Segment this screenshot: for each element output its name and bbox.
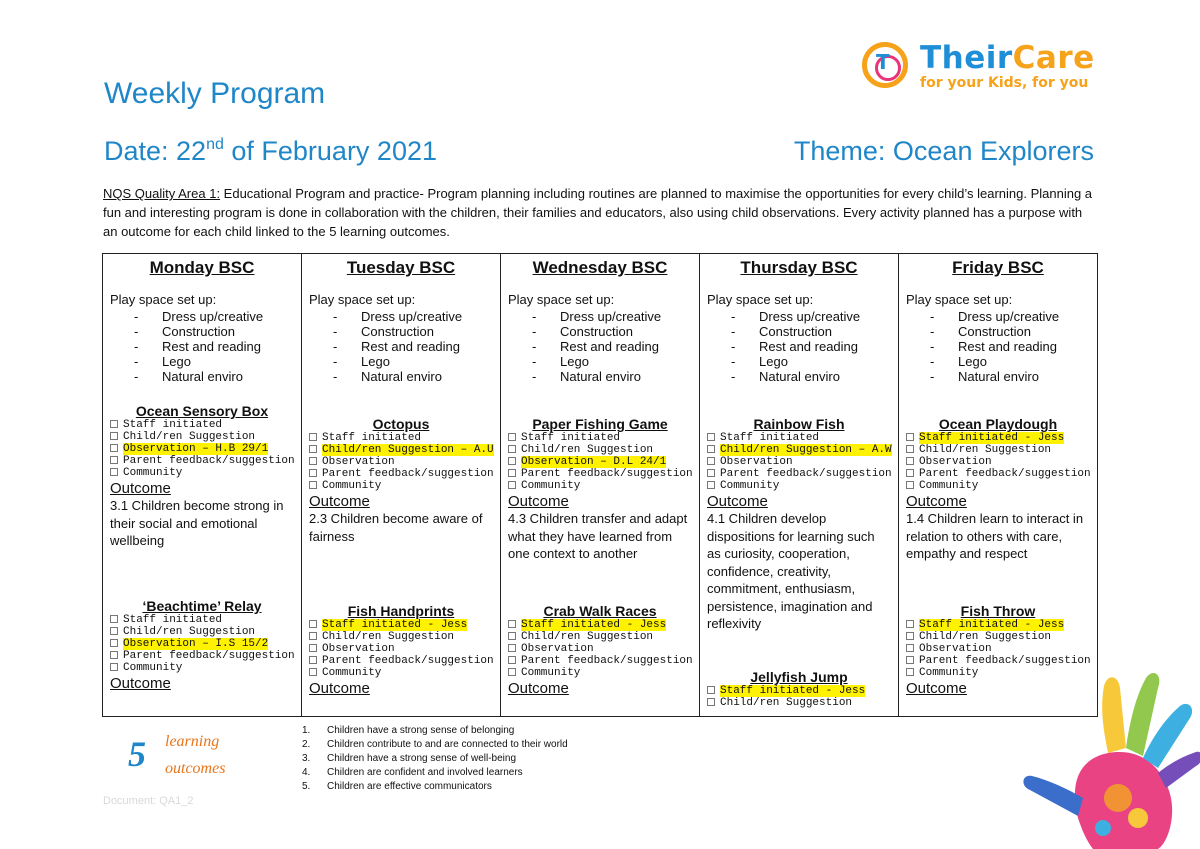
activity-title: Rainbow Fish bbox=[753, 416, 845, 432]
learning-outcomes-list bbox=[302, 724, 568, 794]
weekly-program-table bbox=[102, 253, 1098, 717]
outcome-heading: Outcome bbox=[906, 493, 967, 510]
day-column-friday bbox=[899, 254, 1097, 716]
checkbox-label: Staff initiated - Jess bbox=[919, 432, 1065, 444]
checkbox-icon[interactable] bbox=[508, 656, 516, 664]
activity-checkbox-row bbox=[508, 480, 692, 492]
outcome-heading: Outcome bbox=[906, 680, 967, 697]
activity-checkbox-row bbox=[309, 667, 493, 679]
checkbox-label: Observation bbox=[322, 456, 395, 468]
activity-title: Jellyfish Jump bbox=[750, 669, 848, 685]
checkbox-label: Child/ren Suggestion bbox=[919, 631, 1052, 643]
checkbox-label: Staff initiated bbox=[521, 432, 621, 444]
logo-mark-letter: T bbox=[876, 50, 890, 74]
activity-checkbox-row bbox=[906, 619, 1090, 631]
play-space-item: - Dress up/creative bbox=[707, 309, 891, 324]
learning-outcome-number: 4. bbox=[302, 767, 311, 778]
program-date bbox=[104, 136, 437, 167]
checkbox-label: Child/ren Suggestion bbox=[720, 697, 853, 709]
activity-checkbox-row bbox=[309, 480, 493, 492]
activity-checkbox-row bbox=[110, 662, 294, 674]
checkbox-label: Child/ren Suggestion bbox=[322, 631, 455, 643]
checkbox-label: Parent feedback/suggestion bbox=[521, 655, 693, 667]
checkbox-icon[interactable] bbox=[508, 469, 516, 477]
checkbox-label: Parent feedback/suggestion bbox=[322, 655, 494, 667]
activity-checkbox-row bbox=[508, 655, 692, 667]
activity-checkbox-row bbox=[906, 480, 1090, 492]
activity-checkbox-row bbox=[906, 468, 1090, 480]
learning-outcome-text: Children contribute to and are connected to their world bbox=[327, 739, 568, 750]
day-heading: Wednesday BSC bbox=[532, 258, 668, 277]
checkbox-icon[interactable] bbox=[309, 668, 317, 676]
checkbox-icon[interactable] bbox=[906, 433, 914, 441]
day-heading: Tuesday BSC bbox=[346, 258, 456, 277]
learning-outcome-item bbox=[302, 766, 568, 780]
page-title: Weekly Program bbox=[104, 77, 326, 110]
outcome-heading: Outcome bbox=[110, 675, 171, 692]
program-theme: Theme: Ocean Explorers bbox=[793, 136, 1094, 166]
play-space-item: - Rest and reading bbox=[309, 339, 493, 354]
document-reference: Document: QA1_2 bbox=[103, 795, 194, 807]
activity-checkbox-row bbox=[110, 431, 294, 443]
activity-checkbox-row bbox=[508, 432, 692, 444]
checkbox-label: Community bbox=[123, 467, 183, 479]
checkbox-icon[interactable] bbox=[508, 632, 516, 640]
day-column-wednesday bbox=[501, 254, 700, 716]
outcome-heading: Outcome bbox=[309, 493, 370, 510]
checkbox-label: Community bbox=[720, 480, 780, 492]
activity-checkbox-row bbox=[110, 443, 294, 455]
checkbox-label: Child/ren Suggestion bbox=[919, 444, 1052, 456]
checkbox-icon[interactable] bbox=[309, 445, 317, 453]
checkbox-icon[interactable] bbox=[707, 698, 715, 706]
activity-crab-walk-races bbox=[508, 603, 692, 697]
day-column-thursday bbox=[700, 254, 899, 716]
learning-outcome-number: 5. bbox=[302, 781, 311, 792]
learning-outcome-item bbox=[302, 738, 568, 752]
activity-checkbox-row bbox=[906, 444, 1090, 456]
play-space-item: - Lego bbox=[309, 354, 493, 369]
checkbox-icon[interactable] bbox=[707, 686, 715, 694]
logo-name bbox=[920, 40, 1095, 76]
checkbox-icon[interactable] bbox=[906, 457, 914, 465]
painted-hand-icon bbox=[1008, 648, 1200, 849]
nqs-text: Educational Program and practice- Program planning including routines are planned to maximise the opportunities for every child’s learning. Planning a fun and interesting program is done in collaboration with the children, their families and educators, also using child observations. Every activity planned has a purpose with an outcome for each child linked to the 5 learning outcomes. bbox=[103, 186, 1093, 239]
checkbox-icon[interactable] bbox=[110, 444, 118, 452]
play-space-item: - Natural enviro bbox=[309, 369, 493, 384]
day-column-monday bbox=[103, 254, 302, 716]
checkbox-icon[interactable] bbox=[309, 469, 317, 477]
checkbox-icon[interactable] bbox=[309, 632, 317, 640]
play-space-item: - Lego bbox=[906, 354, 1090, 369]
checkbox-label: Observation bbox=[322, 643, 395, 655]
learning-outcome-text: Children have a strong sense of belonging bbox=[327, 725, 515, 736]
activity-checkbox-row bbox=[508, 444, 692, 456]
checkbox-icon[interactable] bbox=[309, 457, 317, 465]
checkbox-label: Community bbox=[123, 662, 183, 674]
play-space-item: - Dress up/creative bbox=[508, 309, 692, 324]
learning-outcome-text: Children are effective communicators bbox=[327, 781, 492, 792]
activity-checkbox-row bbox=[707, 444, 891, 456]
activity-checkbox-row bbox=[309, 655, 493, 667]
theircare-logo bbox=[862, 40, 1095, 96]
logo-name-part2: Care bbox=[1012, 40, 1095, 76]
play-space-item: - Construction bbox=[309, 324, 493, 339]
checkbox-icon[interactable] bbox=[110, 663, 118, 671]
checkbox-icon[interactable] bbox=[309, 620, 317, 628]
learning-outcome-text: Children have a strong sense of well-being bbox=[327, 753, 516, 764]
checkbox-icon[interactable] bbox=[110, 468, 118, 476]
checkbox-label: Staff initiated - Jess bbox=[521, 619, 667, 631]
checkbox-icon[interactable] bbox=[309, 481, 317, 489]
checkbox-label: Observation – I.S 15/2 bbox=[123, 638, 269, 650]
checkbox-label: Child/ren Suggestion – A.W bbox=[720, 444, 892, 456]
checkbox-icon[interactable] bbox=[707, 433, 715, 441]
checkbox-icon[interactable] bbox=[110, 639, 118, 647]
play-space-item: - Natural enviro bbox=[906, 369, 1090, 384]
outcome-heading: Outcome bbox=[707, 493, 768, 510]
checkbox-label: Staff initiated bbox=[123, 614, 223, 626]
activity-checkbox-row bbox=[707, 456, 891, 468]
play-space-item: - Construction bbox=[110, 324, 294, 339]
five-learning-outcomes-number: 5 bbox=[128, 734, 146, 774]
activity-beachtime-relay bbox=[110, 598, 294, 692]
day-heading: Thursday BSC bbox=[740, 258, 858, 277]
checkbox-label: Parent feedback/suggestion bbox=[521, 468, 693, 480]
activity-checkbox-row bbox=[508, 619, 692, 631]
checkbox-icon[interactable] bbox=[906, 644, 914, 652]
checkbox-label: Community bbox=[919, 667, 979, 679]
checkbox-icon[interactable] bbox=[110, 456, 118, 464]
checkbox-label: Parent feedback/suggestion bbox=[123, 650, 295, 662]
play-space-label: Play space set up: bbox=[906, 292, 1013, 307]
outcome-heading: Outcome bbox=[110, 480, 171, 497]
day-column-tuesday bbox=[302, 254, 501, 716]
checkbox-label: Staff initiated bbox=[720, 432, 820, 444]
day-heading: Friday BSC bbox=[952, 258, 1044, 277]
play-space-list bbox=[906, 309, 1090, 384]
checkbox-label: Observation – D.L 24/1 bbox=[521, 456, 667, 468]
checkbox-label: Observation bbox=[919, 643, 992, 655]
checkbox-label: Community bbox=[322, 667, 382, 679]
activity-checkbox-row bbox=[309, 432, 493, 444]
learning-outcomes-label-line1: learning bbox=[165, 733, 220, 750]
checkbox-icon[interactable] bbox=[707, 445, 715, 453]
learning-outcome-item bbox=[302, 752, 568, 766]
play-space-list bbox=[508, 309, 692, 384]
checkbox-icon[interactable] bbox=[906, 445, 914, 453]
checkbox-label: Staff initiated - Jess bbox=[322, 619, 468, 631]
play-space-item: - Natural enviro bbox=[508, 369, 692, 384]
checkbox-icon[interactable] bbox=[110, 627, 118, 635]
checkbox-label: Child/ren Suggestion – A.U bbox=[322, 444, 494, 456]
activity-title: Octopus bbox=[372, 416, 430, 432]
activity-checkbox-row bbox=[309, 619, 493, 631]
learning-outcome-number: 2. bbox=[302, 739, 311, 750]
activity-checkbox-row bbox=[110, 626, 294, 638]
activity-checkbox-row bbox=[110, 638, 294, 650]
activity-checkbox-row bbox=[110, 467, 294, 479]
checkbox-label: Child/ren Suggestion bbox=[123, 431, 256, 443]
day-heading: Monday BSC bbox=[149, 258, 255, 277]
checkbox-label: Observation bbox=[919, 456, 992, 468]
activity-checkbox-row bbox=[309, 468, 493, 480]
activity-checkbox-row bbox=[110, 650, 294, 662]
checkbox-label: Observation – H.B 29/1 bbox=[123, 443, 269, 455]
checkbox-icon[interactable] bbox=[309, 656, 317, 664]
activity-title: Paper Fishing Game bbox=[532, 416, 668, 432]
outcome-text: 1.4 Children learn to interact in relation to others with care, empathy and respect bbox=[906, 511, 1084, 561]
checkbox-icon[interactable] bbox=[508, 433, 516, 441]
outcome-heading: Outcome bbox=[508, 493, 569, 510]
activity-checkbox-row bbox=[110, 614, 294, 626]
logo-tagline: for your Kids, for you bbox=[920, 75, 1089, 91]
nqs-description bbox=[103, 184, 1098, 241]
play-space-item: - Lego bbox=[707, 354, 891, 369]
checkbox-icon[interactable] bbox=[508, 457, 516, 465]
date-prefix: Date: 22 bbox=[104, 136, 207, 166]
checkbox-icon[interactable] bbox=[110, 615, 118, 623]
activity-title: ‘Beachtime’ Relay bbox=[142, 598, 262, 614]
activity-checkbox-row bbox=[508, 643, 692, 655]
play-space-item: - Rest and reading bbox=[110, 339, 294, 354]
play-space-item: - Lego bbox=[508, 354, 692, 369]
checkbox-label: Staff initiated - Jess bbox=[919, 619, 1065, 631]
checkbox-label: Parent feedback/suggestion bbox=[322, 468, 494, 480]
activity-checkbox-row bbox=[309, 631, 493, 643]
play-space-item: - Dress up/creative bbox=[309, 309, 493, 324]
activity-title: Fish Throw bbox=[960, 603, 1036, 619]
play-space-item: - Rest and reading bbox=[906, 339, 1090, 354]
checkbox-icon[interactable] bbox=[508, 481, 516, 489]
activity-title: Fish Handprints bbox=[347, 603, 455, 619]
checkbox-icon[interactable] bbox=[707, 469, 715, 477]
learning-outcomes-label-line2: outcomes bbox=[165, 760, 226, 777]
checkbox-label: Parent feedback/suggestion bbox=[919, 468, 1091, 480]
checkbox-icon[interactable] bbox=[508, 668, 516, 676]
checkbox-label: Parent feedback/suggestion bbox=[919, 655, 1091, 667]
learning-outcome-item bbox=[302, 724, 568, 738]
checkbox-icon[interactable] bbox=[110, 432, 118, 440]
checkbox-icon[interactable] bbox=[906, 481, 914, 489]
activity-checkbox-row bbox=[508, 468, 692, 480]
checkbox-label: Community bbox=[919, 480, 979, 492]
learning-outcome-item bbox=[302, 780, 568, 794]
activity-checkbox-row bbox=[906, 631, 1090, 643]
activity-title: Ocean Playdough bbox=[938, 416, 1058, 432]
checkbox-icon[interactable] bbox=[707, 481, 715, 489]
play-space-item: - Natural enviro bbox=[707, 369, 891, 384]
checkbox-label: Child/ren Suggestion bbox=[123, 626, 256, 638]
play-space-label: Play space set up: bbox=[508, 292, 615, 307]
learning-outcome-number: 1. bbox=[302, 725, 311, 736]
play-space-item: - Natural enviro bbox=[110, 369, 294, 384]
activity-rainbow-fish bbox=[707, 416, 891, 633]
play-space-item: - Construction bbox=[707, 324, 891, 339]
checkbox-icon[interactable] bbox=[906, 668, 914, 676]
activity-fish-handprints bbox=[309, 603, 493, 697]
activity-checkbox-row bbox=[707, 697, 891, 709]
activity-title: Ocean Sensory Box bbox=[135, 403, 269, 419]
activity-title: Crab Walk Races bbox=[543, 603, 657, 619]
checkbox-icon[interactable] bbox=[508, 445, 516, 453]
checkbox-icon[interactable] bbox=[906, 632, 914, 640]
play-space-label: Play space set up: bbox=[309, 292, 416, 307]
learning-outcome-text: Children are confident and involved learners bbox=[327, 767, 523, 778]
checkbox-icon[interactable] bbox=[906, 469, 914, 477]
play-space-item: - Construction bbox=[508, 324, 692, 339]
play-space-label: Play space set up: bbox=[110, 292, 217, 307]
checkbox-icon[interactable] bbox=[309, 433, 317, 441]
checkbox-label: Observation bbox=[720, 456, 793, 468]
activity-ocean-playdough bbox=[906, 416, 1090, 563]
date-suffix-ordinal: nd bbox=[206, 136, 224, 153]
play-space-label: Play space set up: bbox=[707, 292, 814, 307]
checkbox-icon[interactable] bbox=[309, 644, 317, 652]
play-space-item: - Rest and reading bbox=[707, 339, 891, 354]
outcome-text: 4.1 Children develop dispositions for learning such as curiosity, cooperation, confidence, creativity, commitment, enthusiasm, persistence, imagination and reflexivity bbox=[707, 511, 875, 631]
activity-paper-fishing-game bbox=[508, 416, 692, 563]
play-space-item: - Dress up/creative bbox=[906, 309, 1090, 324]
play-space-item: - Construction bbox=[906, 324, 1090, 339]
checkbox-label: Staff initiated bbox=[123, 419, 223, 431]
checkbox-label: Child/ren Suggestion bbox=[521, 631, 654, 643]
logo-name-part1: Their bbox=[920, 40, 1013, 76]
checkbox-label: Parent feedback/suggestion bbox=[123, 455, 295, 467]
play-space-item: - Rest and reading bbox=[508, 339, 692, 354]
play-space-list bbox=[309, 309, 493, 384]
outcome-text: 2.3 Children become aware of fairness bbox=[309, 511, 483, 544]
checkbox-label: Observation bbox=[521, 643, 594, 655]
activity-checkbox-row bbox=[508, 667, 692, 679]
checkbox-label: Child/ren Suggestion bbox=[521, 444, 654, 456]
play-space-list bbox=[707, 309, 891, 384]
outcome-text: 4.3 Children transfer and adapt what they have learned from one context to another bbox=[508, 511, 688, 561]
checkbox-label: Staff initiated - Jess bbox=[720, 685, 866, 697]
activity-checkbox-row bbox=[707, 685, 891, 697]
play-space-item: - Dress up/creative bbox=[110, 309, 294, 324]
activity-checkbox-row bbox=[906, 456, 1090, 468]
activity-checkbox-row bbox=[309, 643, 493, 655]
activity-checkbox-row bbox=[508, 456, 692, 468]
checkbox-icon[interactable] bbox=[508, 644, 516, 652]
checkbox-label: Community bbox=[521, 480, 581, 492]
play-space-item: - Lego bbox=[110, 354, 294, 369]
activity-checkbox-row bbox=[707, 468, 891, 480]
activity-checkbox-row bbox=[508, 631, 692, 643]
outcome-heading: Outcome bbox=[309, 680, 370, 697]
checkbox-icon[interactable] bbox=[707, 457, 715, 465]
checkbox-icon[interactable] bbox=[508, 620, 516, 628]
outcome-heading: Outcome bbox=[508, 680, 569, 697]
activity-checkbox-row bbox=[309, 456, 493, 468]
activity-octopus bbox=[309, 416, 493, 545]
checkbox-icon[interactable] bbox=[110, 420, 118, 428]
play-space-list bbox=[110, 309, 294, 384]
checkbox-icon[interactable] bbox=[906, 656, 914, 664]
nqs-label: NQS Quality Area 1: bbox=[103, 186, 221, 201]
checkbox-label: Community bbox=[322, 480, 382, 492]
checkbox-label: Staff initiated bbox=[322, 432, 422, 444]
checkbox-label: Parent feedback/suggestion bbox=[720, 468, 892, 480]
activity-checkbox-row bbox=[110, 419, 294, 431]
activity-checkbox-row bbox=[707, 432, 891, 444]
learning-outcome-number: 3. bbox=[302, 753, 311, 764]
activity-checkbox-row bbox=[110, 455, 294, 467]
date-suffix: of February 2021 bbox=[223, 136, 438, 166]
outcome-text: 3.1 Children become strong in their social and emotional wellbeing bbox=[110, 498, 284, 548]
activity-checkbox-row bbox=[309, 444, 493, 456]
checkbox-icon[interactable] bbox=[110, 651, 118, 659]
activity-checkbox-row bbox=[906, 432, 1090, 444]
activity-jellyfish-jump bbox=[707, 669, 891, 709]
activity-checkbox-row bbox=[707, 480, 891, 492]
activity-ocean-sensory-box bbox=[110, 403, 294, 550]
checkbox-label: Community bbox=[521, 667, 581, 679]
checkbox-icon[interactable] bbox=[906, 620, 914, 628]
